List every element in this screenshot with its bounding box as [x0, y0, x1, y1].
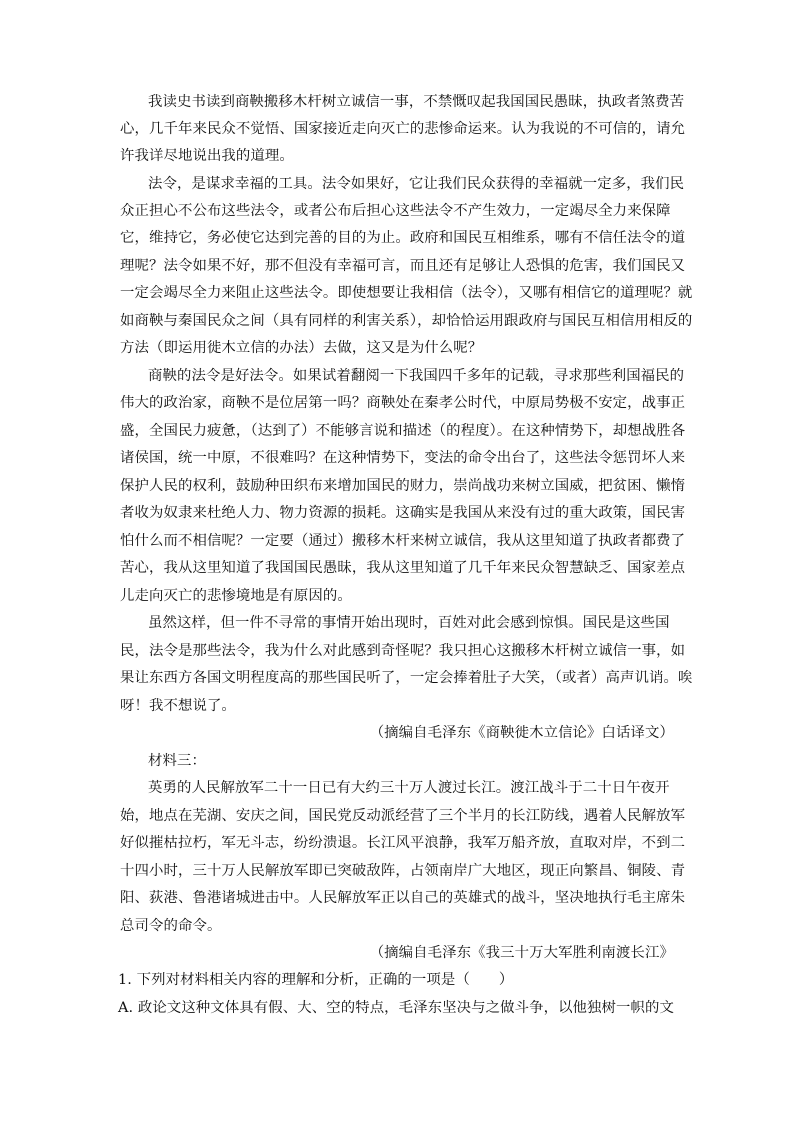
- paragraph-line: 总司令的命令。: [120, 918, 222, 934]
- paragraph-line: 虽然这样，但一件不寻常的事情开始出现时，百姓对此会感到惊惧。国民是这些国: [148, 615, 670, 631]
- paragraph-line: 理呢？法令如果不好，那不但没有幸福可言，而且还有足够让人恐惧的危害，我们国民又: [120, 258, 686, 274]
- paragraph-line: 伟大的政治家，商鞅不是位居第一吗？商鞅处在秦孝公时代，中原局势极不安定，战事正: [120, 395, 686, 411]
- paragraph-line: 一定会竭尽全力来阻止这些法令。即使想要让我相信（法令），又哪有相信它的道理呢？就: [120, 285, 693, 301]
- paragraph-line: 方法（即运用徙木立信的办法）去做，这又是为什么呢？: [120, 340, 483, 356]
- paragraph-line: 呀！我不想说了。: [120, 698, 236, 714]
- paragraph-line: 英勇的人民解放军二十一日已有大约三十万人渡过长江。渡江战斗于二十日午夜开: [148, 780, 670, 796]
- source-citation: （摘编自毛泽东《商鞅徙木立信论》白话译文）: [369, 725, 674, 741]
- paragraph-line: 始，地点在芜湖、安庆之间，国民党反动派经营了三个半月的长江防线，遇着人民解放军: [120, 808, 686, 824]
- question-stem: 1. 下列对材料相关内容的理解和分析，正确的一项是（ ）: [118, 972, 514, 988]
- paragraph-line: 它，维持它，务必使它达到完善的目的为止。政府和国民互相维系，哪有不信任法令的道: [120, 230, 686, 246]
- paragraph-line: 苦心，我从这里知道了我国国民愚昧，我从这里知道了几千年来民众智慧缺乏、国家差点: [120, 560, 686, 576]
- paragraph-line: 诸侯国，统一中原，不很难吗？在这种情势下，变法的命令出台了，这些法令惩罚坏人来: [120, 450, 686, 466]
- paragraph-line: 十四小时，三十万人民解放军即已突破敌阵，占领南岸广大地区，现正向繁昌、铜陵、青: [120, 863, 686, 879]
- paragraph-line: 儿走向灭亡的悲惨境地是有原因的。: [120, 588, 352, 604]
- paragraph-line: 我读史书读到商鞅搬移木杆树立诚信一事，不禁慨叹起我国国民愚昧，执政者煞费苦: [148, 94, 685, 110]
- paragraph-line: 如商鞅与秦国民众之间（具有同样的利害关系），却恰恰运用跟政府与国民互相信用相反的: [120, 313, 693, 329]
- paragraph-line: 民，法令是那些法令，我为什么对此感到奇怪呢？我只担心这搬移木杆树立诚信一事，如: [120, 643, 686, 659]
- paragraph-line: 盛，全国民力疲惫，（达到了）不能够言说和描述（的程度）。在这种情势下，却想战胜各: [120, 423, 686, 439]
- paragraph-line: 者收为奴隶来杜绝人力、物力资源的损耗。这确实是我国从来没有过的重大政策，国民害: [120, 505, 686, 521]
- paragraph-line: 法令，是谋求幸福的工具。法令如果好，它让我们民众获得的幸福就一定多，我们民: [148, 176, 685, 192]
- paragraph-line: 许我详尽地说出我的道理。: [120, 148, 294, 164]
- paragraph-line: 众正担心不公布这些法令，或者公布后担心这些法令不产生效力，一定竭尽全力来保障: [120, 203, 671, 219]
- paragraph-line: 好似摧枯拉朽，军无斗志，纷纷溃退。长江风平浪静，我军万船齐放，直取对岸，不到二: [120, 835, 686, 851]
- paragraph-line: 怕什么而不相信呢？一定要（通过）搬移木杆来树立诚信，我从这里知道了执政者都费了: [120, 533, 686, 549]
- paragraph-line: 心，几千年来民众不觉悟、国家接近走向灭亡的悲惨命运来。认为我说的不可信的，请允: [120, 121, 686, 137]
- paragraph-line: 商鞅的法令是好法令。如果试着翻阅一下我国四千多年的记载，寻求那些利国福民的: [148, 368, 685, 384]
- section-heading: 材料三：: [148, 753, 206, 769]
- source-citation: （摘编自毛泽东《我三十万大军胜利南渡长江》: [369, 945, 674, 961]
- paragraph-line: 果让东西方各国文明程度高的那些国民听了，一定会捧着肚子大笑，（或者）高声讥诮。唉: [120, 670, 693, 686]
- paragraph-line: 阳、荻港、鲁港诸城进击中。人民解放军正以自己的英雄式的战斗，坚决地执行毛主席朱: [120, 890, 686, 906]
- option-a: A. 政论文这种文体具有假、大、空的特点，毛泽东坚决与之做斗争，以他独树一帜的文: [118, 1000, 674, 1016]
- paragraph-line: 保护人民的权利，鼓励种田织布来增加国民的财力，崇尚战功来树立国威，把贫困、懒惰: [120, 478, 686, 494]
